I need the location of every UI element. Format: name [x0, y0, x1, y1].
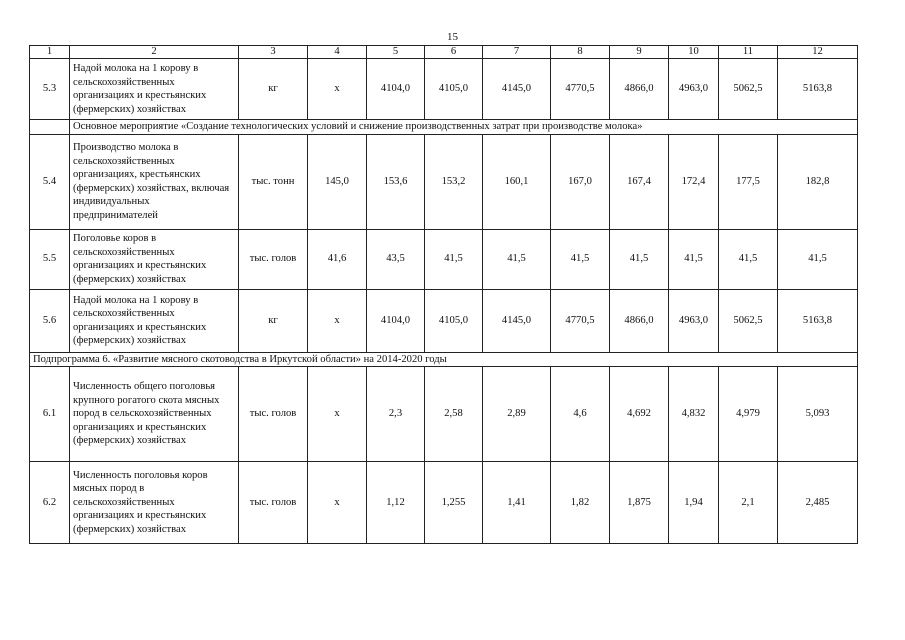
table-row [30, 367, 858, 462]
value-cell: 4104,0 [367, 59, 425, 120]
value-cell: 4963,0 [669, 289, 719, 352]
empty-cell [30, 120, 70, 135]
value-cell: 4770,5 [551, 59, 610, 120]
section-title: Основное мероприятие «Создание технологических условий и снижение производственных затрат при производстве молока» [70, 120, 858, 135]
value-cell: 5163,8 [778, 59, 858, 120]
value-cell: х [308, 462, 367, 544]
value-cell: 1,94 [669, 462, 719, 544]
table-row [30, 59, 858, 120]
value-cell: 41,5 [425, 229, 483, 289]
value-cell: 160,1 [483, 134, 551, 229]
column-number-cell: 6 [425, 46, 483, 59]
value-cell: 5,093 [778, 367, 858, 462]
indicator-name-cell: Надой молока на 1 корову в сельскохозяйственных организациях и крестьянских (фермерских) хозяйствах [70, 289, 239, 352]
value-cell: 4145,0 [483, 59, 551, 120]
value-cell: 1,12 [367, 462, 425, 544]
column-number-cell: 12 [778, 46, 858, 59]
unit-cell: кг [239, 59, 308, 120]
value-cell: 2,58 [425, 367, 483, 462]
value-cell: 2,3 [367, 367, 425, 462]
row-number-cell: 6.2 [30, 462, 70, 544]
unit-cell: тыс. голов [239, 462, 308, 544]
column-number-cell: 4 [308, 46, 367, 59]
page-number: 15 [447, 31, 458, 43]
column-number-cell: 3 [239, 46, 308, 59]
value-cell: 5163,8 [778, 289, 858, 352]
value-cell: 5062,5 [719, 289, 778, 352]
value-cell: 4145,0 [483, 289, 551, 352]
value-cell: х [308, 59, 367, 120]
value-cell: 41,5 [719, 229, 778, 289]
value-cell: 4105,0 [425, 59, 483, 120]
indicator-name-cell: Численность общего поголовья крупного рогатого скота мясных пород в сельскохозяйственных организациях и крестьянских (фермерских) хозяйствах [70, 367, 239, 462]
unit-cell: кг [239, 289, 308, 352]
value-cell: 4866,0 [610, 289, 669, 352]
value-cell: 1,875 [610, 462, 669, 544]
value-cell: 172,4 [669, 134, 719, 229]
table-row [30, 134, 858, 229]
value-cell: 167,0 [551, 134, 610, 229]
value-cell: 4105,0 [425, 289, 483, 352]
column-number-cell: 10 [669, 46, 719, 59]
value-cell: 177,5 [719, 134, 778, 229]
row-number-cell: 5.5 [30, 229, 70, 289]
value-cell: 41,5 [669, 229, 719, 289]
value-cell: 1,255 [425, 462, 483, 544]
column-number-cell: 9 [610, 46, 669, 59]
section-row [30, 120, 858, 135]
column-number-cell: 1 [30, 46, 70, 59]
column-number-row [30, 46, 858, 59]
value-cell: х [308, 289, 367, 352]
value-cell: 153,2 [425, 134, 483, 229]
value-cell: 5062,5 [719, 59, 778, 120]
unit-cell: тыс. голов [239, 229, 308, 289]
value-cell: 153,6 [367, 134, 425, 229]
value-cell: 43,5 [367, 229, 425, 289]
table-row [30, 462, 858, 544]
value-cell: 145,0 [308, 134, 367, 229]
indicator-name-cell: Поголовье коров в сельскохозяйственных организациях и крестьянских (фермерских) хозяйствах [70, 229, 239, 289]
value-cell: 1,82 [551, 462, 610, 544]
value-cell: 41,6 [308, 229, 367, 289]
unit-cell: тыс. тонн [239, 134, 308, 229]
column-number-cell: 11 [719, 46, 778, 59]
value-cell: 41,5 [778, 229, 858, 289]
row-number-cell: 5.6 [30, 289, 70, 352]
indicator-name-cell: Производство молока в сельскохозяйственных организациях, крестьянских (фермерских) хозяйствах, включая индивидуальных предпринимателей [70, 134, 239, 229]
value-cell: 1,41 [483, 462, 551, 544]
row-number-cell: 6.1 [30, 367, 70, 462]
value-cell: 2,485 [778, 462, 858, 544]
value-cell: 41,5 [610, 229, 669, 289]
value-cell: 167,4 [610, 134, 669, 229]
column-number-cell: 5 [367, 46, 425, 59]
value-cell: 4,6 [551, 367, 610, 462]
value-cell: 4963,0 [669, 59, 719, 120]
value-cell: 4,832 [669, 367, 719, 462]
value-cell: 182,8 [778, 134, 858, 229]
row-number-cell: 5.4 [30, 134, 70, 229]
indicator-name-cell: Численность поголовья коров мясных пород в сельскохозяйственных организациях и крестьянских (фермерских) хозяйствах [70, 462, 239, 544]
value-cell: 4,979 [719, 367, 778, 462]
value-cell: 4866,0 [610, 59, 669, 120]
indicators-table [29, 45, 858, 544]
value-cell: х [308, 367, 367, 462]
value-cell: 2,89 [483, 367, 551, 462]
value-cell: 41,5 [483, 229, 551, 289]
value-cell: 4770,5 [551, 289, 610, 352]
value-cell: 4104,0 [367, 289, 425, 352]
value-cell: 4,692 [610, 367, 669, 462]
indicator-name-cell: Надой молока на 1 корову в сельскохозяйственных организациях и крестьянских (фермерских) хозяйствах [70, 59, 239, 120]
row-number-cell: 5.3 [30, 59, 70, 120]
value-cell: 41,5 [551, 229, 610, 289]
table-row [30, 229, 858, 289]
column-number-cell: 7 [483, 46, 551, 59]
table-row [30, 289, 858, 352]
value-cell: 2,1 [719, 462, 778, 544]
column-number-cell: 2 [70, 46, 239, 59]
section-title: Подпрограмма 6. «Развитие мясного скотоводства в Иркутской области» на 2014-2020 годы [30, 352, 858, 367]
column-number-cell: 8 [551, 46, 610, 59]
unit-cell: тыс. голов [239, 367, 308, 462]
section-row [30, 352, 858, 367]
